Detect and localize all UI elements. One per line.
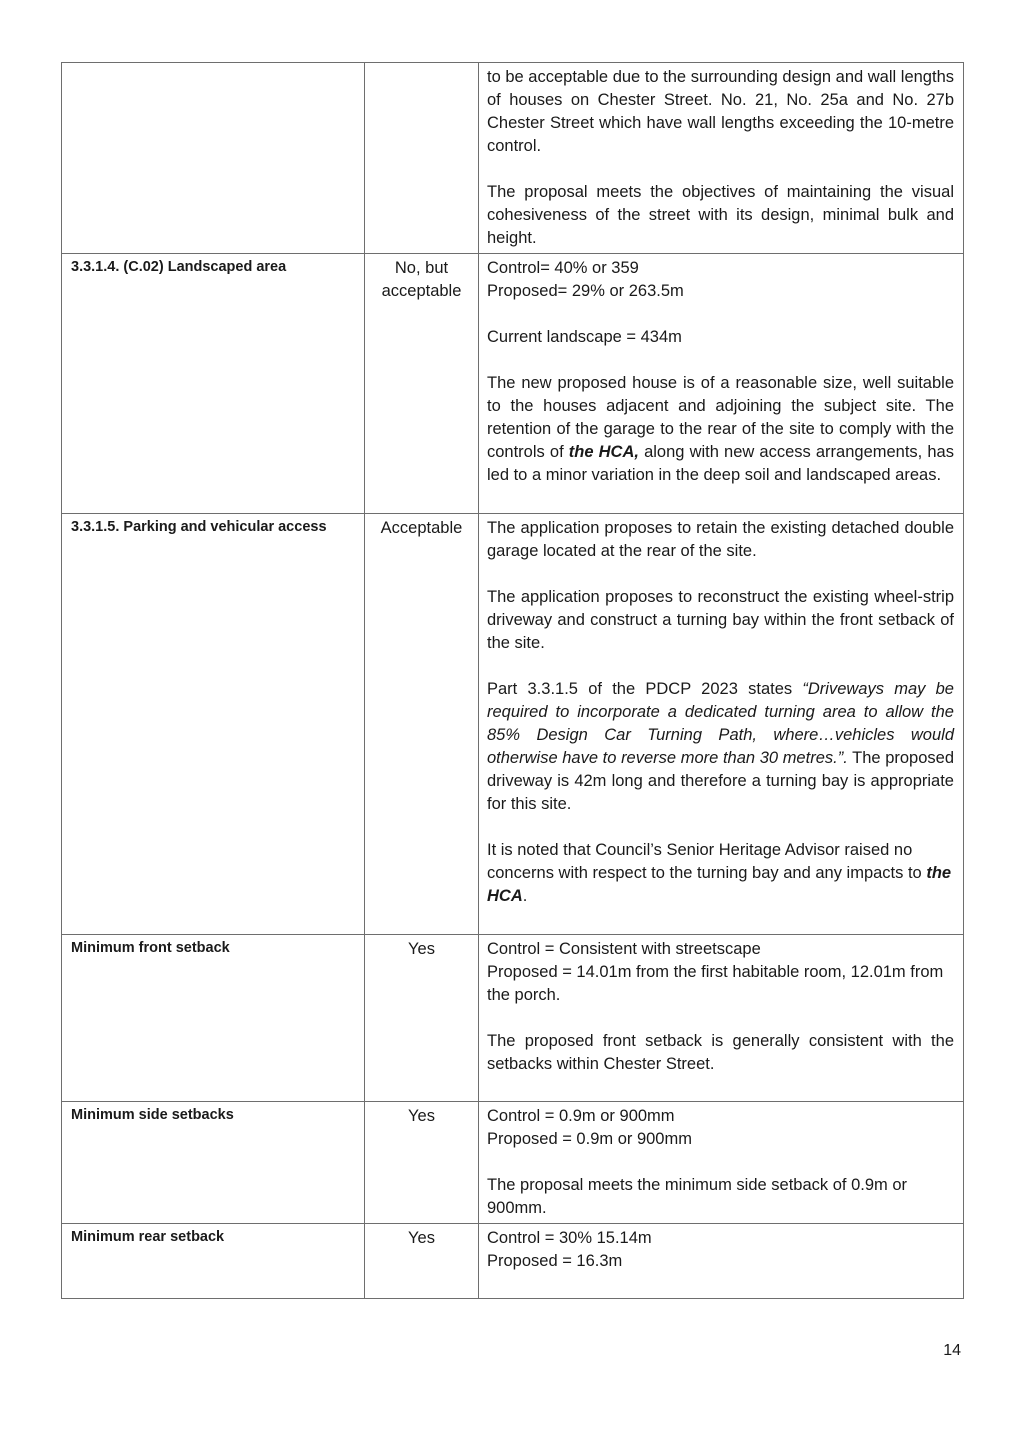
comment-text [479,254,963,490]
control-label: Minimum side setbacks [71,1107,234,1123]
comment-paragraph: The application proposes to retain the existing detached double garage located at the rear of the site. [487,519,954,560]
comment-cell [479,254,964,514]
comment-cell [479,514,964,935]
compliance-status: No, but acceptable [381,259,462,300]
comment-paragraph: The application proposes to reconstruct the existing wheel-strip driveway and construct a turning bay within the front setback of the site. [487,588,954,652]
comment-text [479,514,963,911]
proposed-value: Proposed = 0.9m or 900mm [487,1130,692,1148]
comment-text [479,63,963,253]
proposed-value: Proposed = 16.3m [487,1252,623,1270]
proposed-value: Proposed = 14.01m from the first habitable room, 12.01m from the porch. [487,963,944,1004]
comment-cell [479,1102,964,1224]
page-number: 14 [943,1342,961,1359]
comment-text [479,1102,963,1223]
pdcp-quote: “Driveways may be required to incorporate a dedicated turning area to allow the 85% Design Car Turning Path, where…vehicles would otherwise have to reverse more than 30 metres.”. [487,680,954,767]
control-cell [62,1102,365,1224]
table-row [62,514,964,935]
table-row [62,1224,964,1299]
control-label: 3.3.1.5. Parking and vehicular access [71,519,327,535]
status-cell [365,63,479,254]
control-label: Minimum rear setback [71,1229,225,1245]
comment-cell [479,1224,964,1299]
status-cell [365,254,479,514]
control-value: Control = 30% 15.14m [487,1229,652,1247]
compliance-status [365,63,478,66]
comment-paragraph: The proposal meets the minimum side setback of 0.9m or 900mm. [487,1176,908,1217]
table-row [62,254,964,514]
table-row [62,935,964,1102]
compliance-status: Acceptable [380,519,463,537]
comment-text [479,935,963,1079]
control-cell [62,254,365,514]
table-row [62,1102,964,1224]
current-landscape-value: Current landscape = 434m [487,328,682,346]
comment-paragraph: The proposal meets the objectives of maintaining the visual cohesiveness of the street with its design, minimal bulk and height. [487,183,954,247]
comment-paragraph: It is noted that Council’s Senior Heritage Advisor raised no concerns with respect to the turning bay and any impacts to the HCA. [487,841,952,905]
status-cell [365,1224,479,1299]
hca-emphasis: the HCA [487,864,952,905]
control-value: Control= 40% or 359 [487,259,639,277]
control-cell [62,63,365,254]
comment-paragraph: to be acceptable due to the surrounding design and wall lengths of houses on Chester Street. No. 21, No. 25a and No. 27b Chester Street which have wall lengths exceeding the 10-metre control. [487,68,954,155]
status-cell [365,935,479,1102]
comment-paragraph: The proposed front setback is generally consistent with the setbacks within Chester Street. [487,1032,954,1073]
assessment-table [61,62,964,1299]
compliance-status: Yes [408,1107,435,1125]
control-label [62,63,364,66]
table-row [62,63,964,254]
compliance-status: Yes [408,940,435,958]
comment-paragraph: The new proposed house is of a reasonable size, well suitable to the houses adjacent and adjoining the subject site. The retention of the garage to the rear of the site to comply with the controls of the HCA, along with new access arrangements, has led to a minor variation in the deep soil and landscaped areas. [487,374,954,484]
control-label: 3.3.1.4. (C.02) Landscaped area [71,259,287,275]
hca-emphasis: the HCA, [568,443,639,461]
proposed-value: Proposed= 29% or 263.5m [487,282,684,300]
control-label: Minimum front setback [71,940,230,956]
control-cell [62,935,365,1102]
control-value: Control = 0.9m or 900mm [487,1107,675,1125]
comment-cell [479,63,964,254]
compliance-status: Yes [408,1229,435,1247]
control-value: Control = Consistent with streetscape [487,940,761,958]
status-cell [365,1102,479,1224]
status-cell [365,514,479,935]
comment-paragraph: Part 3.3.1.5 of the PDCP 2023 states “Driveways may be required to incorporate a dedicated turning area to allow the 85% Design Car Turning Path, where…vehicles would otherwise have to reverse more than 30 metres.”. The proposed driveway is 42m long and therefore a turning bay is appropriate for this site. [487,680,954,813]
comment-cell [479,935,964,1102]
control-cell [62,514,365,935]
control-cell [62,1224,365,1299]
comment-text [479,1224,963,1276]
